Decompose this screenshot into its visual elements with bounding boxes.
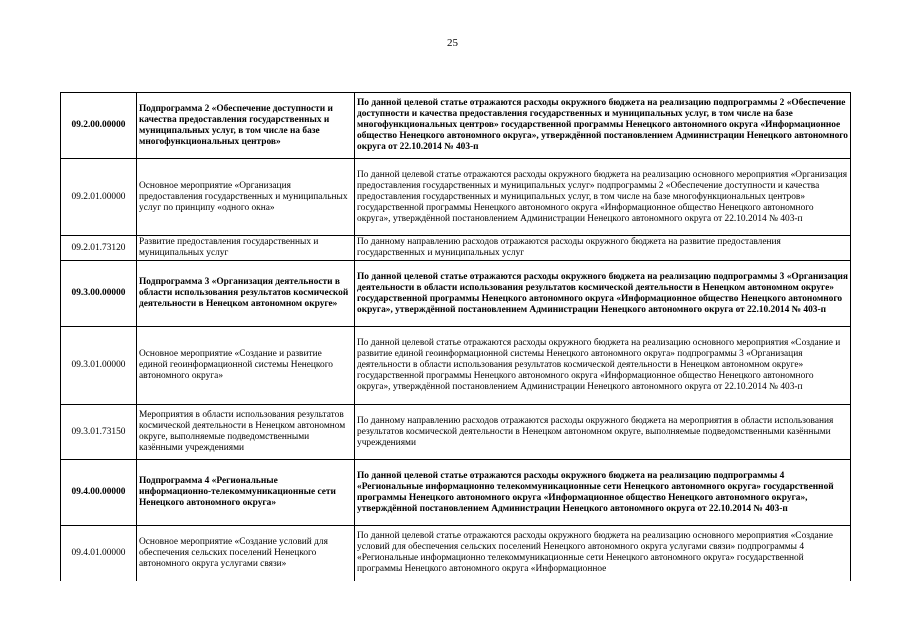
description-cell: По данной целевой статье отражаются расходы окружного бюджета на реализацию подпрограммы 4 «Региональные информационно телекоммуникационные сети Ненецкого автономного округа» государственной программы Ненецкого автономного округа «Информационное общество Ненецкого автономного округа», утверждённой постановлением Администрации Ненецкого автономного округа от 22.10.2014 № 403-п <box>355 460 851 526</box>
table-row <box>61 93 851 159</box>
table-row <box>61 460 851 526</box>
description-cell: По данной целевой статье отражаются расходы окружного бюджета на реализацию основного мероприятия «Создание и развитие единой геоинформационной системы Ненецкого автономного округа» подпрограммы 3 «Организация деятельности в области использования результатов космической деятельности в Ненецком автономном округе» государственной программы Ненецкого автономного округа «Информационное общество Ненецкого автономного округа», утверждённой постановлением Администрации Ненецкого автономного округа от 22.10.2014 № 403-п <box>355 327 851 405</box>
code-cell: 09.4.01.00000 <box>61 526 137 581</box>
budget-classification-table <box>60 92 851 581</box>
name-cell: Мероприятия в области использования результатов космической деятельности в Ненецком автономном округе, выполняемые подведомственными казёнными учреждениями <box>137 405 355 460</box>
name-cell: Развитие предоставления государственных и муниципальных услуг <box>137 236 355 261</box>
description-cell: По данной целевой статье отражаются расходы окружного бюджета на реализацию основного мероприятия «Организация предоставления государственных и муниципальных услуг» подпрограммы 2 «Обеспечение доступности и качества предоставления государственных и муниципальных услуг, в том числе на базе многофункциональных центров» государственной программы Ненецкого автономного округа «Информационное общество Ненецкого автономного округа», утверждённой постановлением Администрации Ненецкого автономного округа от 22.10.2014 № 403-п <box>355 159 851 236</box>
name-cell: Основное мероприятие «Создание и развитие единой геоинформационной системы Ненецкого автономного округа» <box>137 327 355 405</box>
code-cell: 09.2.01.00000 <box>61 159 137 236</box>
name-cell: Подпрограмма 3 «Организация деятельности в области использования результатов космической деятельности в Ненецком автономном округе» <box>137 261 355 327</box>
description-cell: По данному направлению расходов отражаются расходы окружного бюджета на развитие предоставления государственных и муниципальных услуг <box>355 236 851 261</box>
code-cell: 09.4.00.00000 <box>61 460 137 526</box>
name-cell: Подпрограмма 4 «Региональные информационно-телекоммуникационные сети Ненецкого автономного округа» <box>137 460 355 526</box>
description-cell: По данной целевой статье отражаются расходы окружного бюджета на реализацию основного мероприятия «Создание условий для обеспечения сельских поселений Ненецкого автономного округа услугами связи» подпрограммы 4 «Региональные информационно телекоммуникационные сети Ненецкого автономного округа» государственной программы Ненецкого автономного округа «Информационное <box>355 526 851 581</box>
description-cell: По данной целевой статье отражаются расходы окружного бюджета на реализацию подпрограммы 3 «Организация деятельности в области использования результатов космической деятельности в Ненецком автономном округе» государственной программы Ненецкого автономного округа «Информационное общество Ненецкого автономного округа», утверждённой постановлением Администрации Ненецкого автономного округа от 22.10.2014 № 403-п <box>355 261 851 327</box>
page-number: 25 <box>447 37 458 49</box>
table-row <box>61 236 851 261</box>
table-row <box>61 261 851 327</box>
table-row <box>61 159 851 236</box>
code-cell: 09.3.00.00000 <box>61 261 137 327</box>
code-cell: 09.2.00.00000 <box>61 93 137 159</box>
name-cell: Подпрограмма 2 «Обеспечение доступности и качества предоставления государственных и муниципальных услуг, в том числе на базе многофункциональных центров» <box>137 93 355 159</box>
table-row <box>61 526 851 581</box>
description-cell: По данному направлению расходов отражаются расходы окружного бюджета на мероприятия в области использования результатов космической деятельности в Ненецком автономном округе, выполняемые подведомственными казёнными учреждениями <box>355 405 851 460</box>
code-cell: 09.3.01.73150 <box>61 405 137 460</box>
name-cell: Основное мероприятие «Создание условий для обеспечения сельских поселений Ненецкого автономного округа услугами связи» <box>137 526 355 581</box>
code-cell: 09.3.01.00000 <box>61 327 137 405</box>
code-cell: 09.2.01.73120 <box>61 236 137 261</box>
name-cell: Основное мероприятие «Организация предоставления государственных и муниципальных услуг по принципу «одного окна» <box>137 159 355 236</box>
table-row <box>61 327 851 405</box>
description-cell: По данной целевой статье отражаются расходы окружного бюджета на реализацию подпрограммы 2 «Обеспечение доступности и качества предоставления государственных и муниципальных услуг, в том числе на базе многофункциональных центров» государственной программы Ненецкого автономного округа «Информационное общество Ненецкого автономного округа», утверждённой постановлением Администрации Ненецкого автономного округа от 22.10.2014 № 403-п <box>355 93 851 159</box>
table-row <box>61 405 851 460</box>
